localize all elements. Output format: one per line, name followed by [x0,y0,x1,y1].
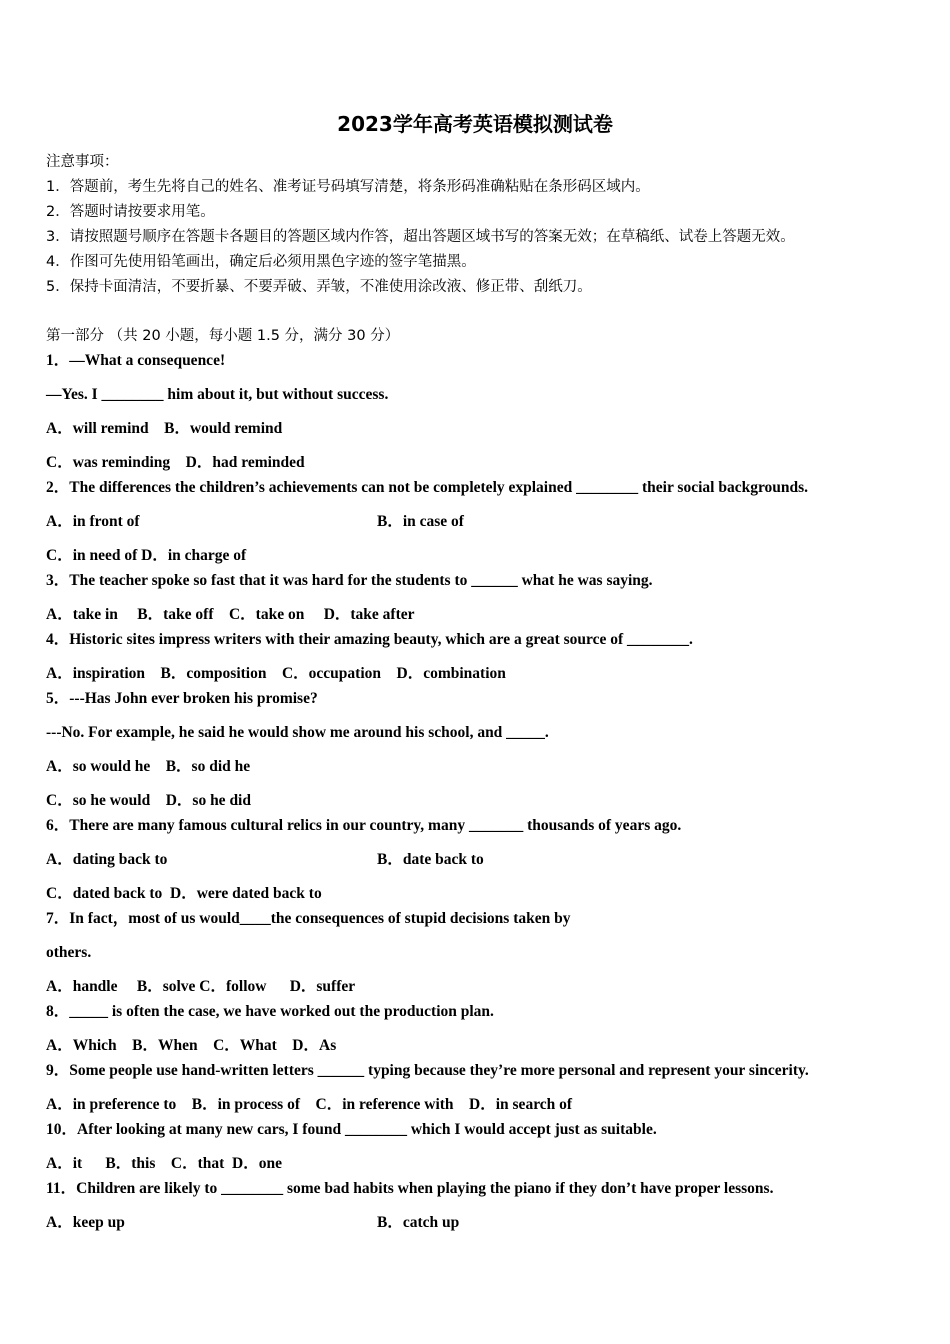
question-8-options: A．Which B．When C．What D．As [46,1037,337,1054]
question-7-options: A．handle B．solve C．follow D．suffer [46,978,356,995]
question-6-stem: 6．There are many famous cultural relics in our country, many _______ thousands of years ago. [46,817,682,834]
question-6-options-cd: C．dated back to D．were dated back to [46,885,322,902]
question-1-line1: 1．—What a consequence! [46,352,226,369]
page-title: 2023学年高考英语模拟测试卷 [337,112,613,136]
question-11-option-a: A．keep up [46,1214,125,1231]
question-1-line2: —Yes. I ________ him about it, but without success. [46,386,389,403]
notice-item: 2．答题时请按要求用笔。 [46,204,215,220]
notice-item: 5．保持卡面清洁，不要折暴、不要弄破、弄皱，不准使用涂改液、修正带、刮纸刀。 [46,279,592,295]
question-2-options-cd: C．in need of D．in charge of [46,547,247,564]
question-5-line2: ---No. For example, he said he would show me around his school, and _____. [46,724,549,741]
question-1-options-cd: C．was reminding D．had reminded [46,454,305,471]
question-6-option-b: B．date back to [377,851,484,868]
question-10-options: A．it B．this C．that D．one [46,1155,282,1172]
question-2-option-a: A．in front of [46,513,140,530]
question-3-options: A．take in B．take off C．take on D．take after [46,606,415,623]
question-11-option-b: B．catch up [377,1214,460,1231]
question-7-line1: 7．In fact，most of us would____the consequences of stupid decisions taken by [46,910,571,927]
question-9-stem: 9．Some people use hand-written letters ______ typing because they’re more personal and represent your sincerity. [46,1062,809,1079]
question-2-option-b: B．in case of [377,513,464,530]
question-5-line1: 5．---Has John ever broken his promise? [46,690,318,707]
question-5-options-ab: A．so would he B．so did he [46,758,251,775]
section-heading: 第一部分 （共 20 小题，每小题 1.5 分，满分 30 分） [46,328,400,344]
notice-heading: 注意事项： [46,154,119,170]
question-9-options: A．in preference to B．in process of C．in reference with D．in search of [46,1096,573,1113]
question-10-stem: 10．After looking at many new cars, I found ________ which I would accept just as suitable. [46,1121,657,1138]
question-6-option-a: A．dating back to [46,851,168,868]
question-2-stem: 2．The differences the children’s achievements can not be completely explained ________ their social backgrounds. [46,479,809,496]
question-7-line2: others. [46,944,92,961]
question-8-stem: 8．_____ is often the case, we have worked out the production plan. [46,1003,494,1020]
notice-item: 3．请按照题号顺序在答题卡各题目的答题区域内作答，超出答题区域书写的答案无效；在草稿纸、试卷上答题无效。 [46,229,795,245]
notice-item: 4．作图可先使用铅笔画出，确定后必须用黑色字迹的签字笔描黑。 [46,254,476,270]
question-4-options: A．inspiration B．composition C．occupation D．combination [46,665,506,682]
notice-item: 1．答题前，考生先将自己的姓名、准考证号码填写清楚，将条形码准确粘贴在条形码区域内。 [46,179,650,195]
question-4-stem: 4．Historic sites impress writers with their amazing beauty, which are a great source of ________. [46,631,693,648]
question-11-stem: 11．Children are likely to ________ some bad habits when playing the piano if they don’t have proper lessons. [46,1180,774,1197]
question-1-options-ab: A．will remind B．would remind [46,420,283,437]
question-5-options-cd: C．so he would D．so he did [46,792,251,809]
question-3-stem: 3．The teacher spoke so fast that it was hard for the students to ______ what he was saying. [46,572,653,589]
